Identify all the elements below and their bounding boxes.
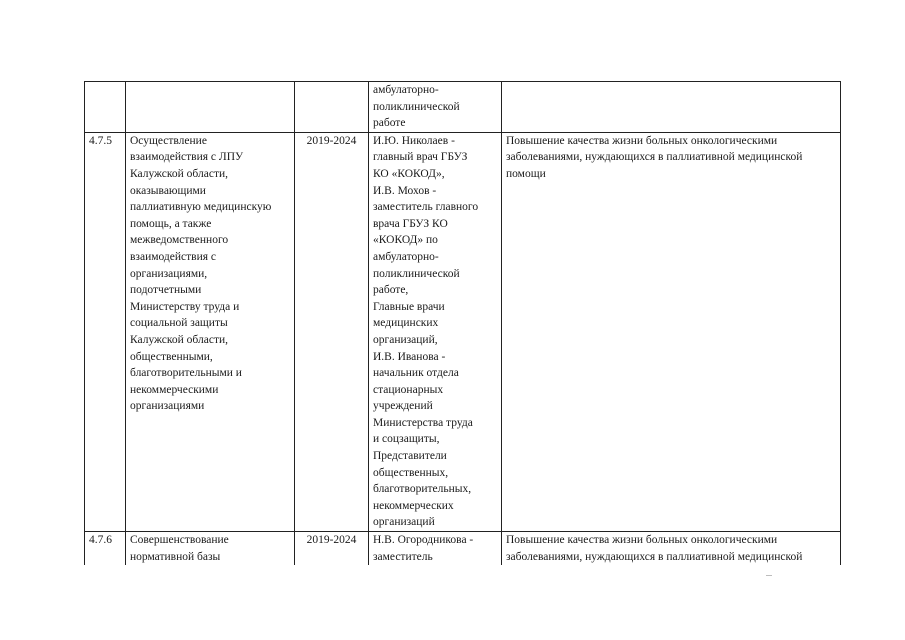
period-cell-text: 2019-2024 xyxy=(306,534,357,547)
action-cell-line: оказывающими xyxy=(130,184,206,197)
action-cell-line: нормативной базы xyxy=(130,550,221,563)
period-cell xyxy=(295,82,369,133)
action-cell-line: взаимодействия с xyxy=(130,250,217,263)
executors-cell-line: заместитель главного xyxy=(373,201,479,214)
row-number xyxy=(85,82,126,133)
result-cell xyxy=(502,82,841,133)
action-cell-line: Министерству труда и xyxy=(130,300,240,313)
action-cell-line: межведомственного xyxy=(130,234,229,247)
result-cell xyxy=(502,132,841,531)
executors-cell-line: главный врач ГБУЗ xyxy=(373,151,468,164)
executors-cell-line: начальник отдела xyxy=(373,367,459,380)
action-cell-line: взаимодействия с ЛПУ xyxy=(130,151,244,164)
action-cell-line: социальной защиты xyxy=(130,317,228,330)
result-cell-line: Повышение качества жизни больных онкологическими xyxy=(506,534,778,547)
table-row xyxy=(85,82,841,133)
table-row xyxy=(85,132,841,531)
table-body xyxy=(85,82,841,566)
executors-cell-line: заместитель xyxy=(373,550,433,563)
executors-cell-line: работе, xyxy=(373,284,409,297)
action-cell-line: Калужской области, xyxy=(130,333,229,346)
executors-cell-line: И.Ю. Николаев - xyxy=(373,134,455,147)
action-cell-line: общественными, xyxy=(130,350,213,363)
executors-cell-line: работе xyxy=(373,117,406,130)
executors-cell-line: учреждений xyxy=(373,400,433,413)
period-cell-text: 2019-2024 xyxy=(306,134,357,147)
executors-cell-line: амбулаторно- xyxy=(373,84,439,96)
executors-cell-line: и соцзащиты, xyxy=(373,433,440,446)
table-viewport xyxy=(84,81,841,565)
action-cell xyxy=(126,132,295,531)
executors-cell-line: медицинских xyxy=(373,317,439,330)
executors-cell-line: врача ГБУЗ КО xyxy=(373,217,448,230)
action-cell xyxy=(126,532,295,565)
executors-cell-line: некоммерческих xyxy=(373,499,454,512)
result-cell xyxy=(502,532,841,565)
executors-cell-line: Представители xyxy=(373,450,447,463)
action-plan-table xyxy=(84,81,841,565)
row-number xyxy=(85,132,126,531)
executors-cell-line: Министерства труда xyxy=(373,416,473,429)
executors-cell-line: общественных, xyxy=(373,466,449,479)
table-row xyxy=(85,532,841,565)
executors-cell-line: И.В. Иванова - xyxy=(373,350,446,363)
action-cell-line: паллиативную медицинскую xyxy=(130,201,272,214)
action-cell-line: организациями xyxy=(130,400,205,413)
executors-cell-line: организаций, xyxy=(373,333,438,346)
action-cell-line: Осуществление xyxy=(130,134,207,147)
executors-cell-line: «КОКОД» по xyxy=(373,234,438,247)
row-number xyxy=(85,532,126,565)
result-cell-line: Повышение качества жизни больных онкологическими xyxy=(506,134,778,147)
period-cell xyxy=(295,532,369,565)
executors-cell-line: Н.В. Огородникова - xyxy=(373,534,474,547)
row-number-text: 4.7.6 xyxy=(89,534,112,547)
executors-cell-line: стационарных xyxy=(373,383,444,396)
action-cell-line: Калужской области, xyxy=(130,167,229,180)
scan-speck xyxy=(766,575,772,576)
action-cell-line: благотворительными и xyxy=(130,367,242,380)
executors-cell-line: поликлинической xyxy=(373,100,460,113)
row-number-text: 4.7.5 xyxy=(89,134,112,147)
result-cell-line: заболеваниями, нуждающихся в паллиативной медицинской xyxy=(506,550,803,563)
result-cell-line: помощи xyxy=(506,167,546,180)
action-cell-line: подотчетными xyxy=(130,284,202,297)
executors-cell-line: КО «КОКОД», xyxy=(373,167,445,180)
executors-cell-line: организаций xyxy=(373,516,435,529)
action-cell-line: организациями, xyxy=(130,267,208,280)
result-cell-line: заболеваниями, нуждающихся в паллиативной медицинской xyxy=(506,151,803,164)
executors-cell-line: поликлинической xyxy=(373,267,460,280)
action-cell xyxy=(126,82,295,133)
action-cell-line: помощь, а также xyxy=(130,217,212,230)
executors-cell-line: Главные врачи xyxy=(373,300,445,313)
action-cell-line: некоммерческими xyxy=(130,383,219,396)
executors-cell-line: амбулаторно- xyxy=(373,250,439,263)
action-cell-line: Совершенствование xyxy=(130,534,229,547)
executors-cell xyxy=(369,132,502,531)
executors-cell xyxy=(369,82,502,133)
executors-cell-line: благотворительных, xyxy=(373,483,472,496)
executors-cell xyxy=(369,532,502,565)
period-cell xyxy=(295,132,369,531)
executors-cell-line: И.В. Мохов - xyxy=(373,184,437,197)
